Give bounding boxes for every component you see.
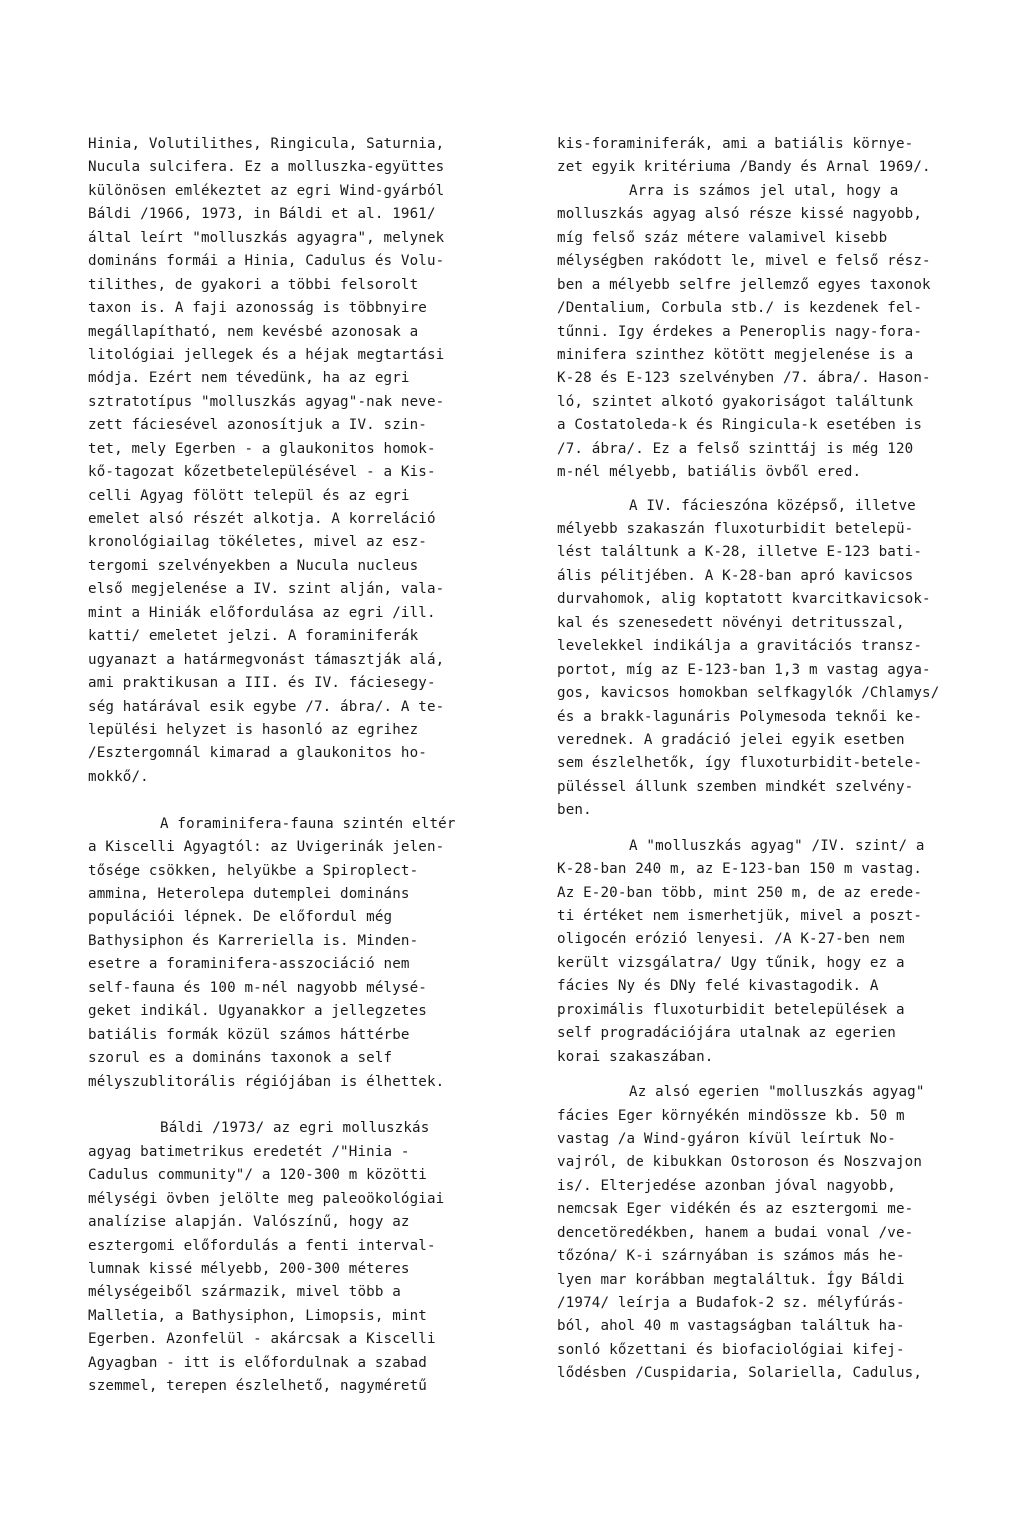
text-line: ugyanazt a határmegvonást támasztják alá, bbox=[88, 651, 445, 668]
text-line: szorul es a domináns taxonok a self bbox=[88, 1050, 393, 1067]
text-line: tűnni. Igy érdekes a Peneroplis nagy-fora- bbox=[557, 323, 923, 340]
text-line: első megjelenése a IV. szint alján, vala- bbox=[88, 581, 445, 598]
text-line: tet, mely Egerben - a glaukonitos homok- bbox=[88, 440, 436, 457]
text-line: Az E-20-ban több, mint 250 m, de az erede- bbox=[557, 884, 923, 901]
text-line: tilithes, de gyakori a többi felsorolt bbox=[88, 276, 419, 293]
text-line: lepülési helyzet is hasonló az egrihez bbox=[88, 721, 419, 738]
text-line: Agyagban - itt is előfordulnak a szabad bbox=[88, 1354, 427, 1371]
text-line: gos, kavicsos homokban selfkagylók /Chlamys/ bbox=[557, 685, 940, 702]
text-line: mélyszublitorális régiójában is élhettek. bbox=[88, 1073, 445, 1090]
paragraph-gap bbox=[88, 1094, 520, 1117]
text-line: Hinia, Volutilithes, Ringicula, Saturnia, bbox=[88, 136, 445, 152]
text-line: kronológiailag tökéletes, mivel az esz- bbox=[88, 534, 427, 551]
text-line: portot, míg az E-123-ban 1,3 m vastag agya- bbox=[557, 661, 931, 678]
text-line: mokkő/. bbox=[88, 768, 149, 785]
text-line: is/. Elterjedése azonban jóval nagyobb, bbox=[557, 1177, 896, 1194]
text-line: K-28-ban 240 m, az E-123-ban 150 m vastag. bbox=[557, 861, 923, 878]
text-line: molluszkás agyag alsó része kissé nagyobb, bbox=[557, 206, 923, 223]
text-line: Báldi /1966, 1973, in Báldi et al. 1961/ bbox=[88, 206, 436, 223]
text-line: lést találtunk a K-28, illetve E-123 bati- bbox=[557, 544, 923, 561]
text-line: esztergomi előfordulás a fenti interval- bbox=[88, 1237, 436, 1254]
text-line: durvahomok, alig koptatott kvarcitkavicsok- bbox=[557, 591, 931, 608]
text-line: Bathysiphon és Karreriella is. Minden- bbox=[88, 932, 419, 949]
text-line: m-nél mélyebb, batiális övből ered. bbox=[557, 464, 862, 481]
text-line: Báldi /1973/ az egri molluszkás bbox=[160, 1120, 430, 1137]
text-line: minifera szinthez kötött megjelenése is a bbox=[557, 346, 914, 363]
text-line: ális pélitjében. A K-28-ban apró kavicsos bbox=[557, 567, 914, 584]
text-line: fácies Eger környékén mindössze kb. 50 m bbox=[557, 1107, 905, 1124]
text-line: emelet alsó részét alkotja. A korreláció bbox=[88, 511, 436, 527]
text-line: került vizsgálatra/ Ugy tűnik, hogy ez a bbox=[557, 954, 905, 971]
text-line: oligocén erózió lenyesi. /A K-27-ben nem bbox=[557, 931, 905, 948]
text-line: ami praktikusan a III. és IV. fáciesegy- bbox=[88, 675, 436, 692]
text-line: Az alsó egerien "molluszkás agyag" bbox=[629, 1084, 925, 1101]
text-line: ból, ahol 40 m vastagságban találtuk ha- bbox=[557, 1318, 905, 1335]
text-line: taxon is. A faji azonosság is többnyire bbox=[88, 300, 427, 317]
text-line: megállapítható, nem kevésbé azonosak a bbox=[88, 323, 419, 340]
left-text-column bbox=[88, 133, 520, 1399]
text-line: ammina, Heterolepa dutemplei domináns bbox=[88, 886, 410, 902]
text-line: /Esztergomnál kimarad a glaukonitos ho- bbox=[88, 745, 427, 762]
text-line: katti/ emeletet jelzi. A foraminiferák bbox=[88, 628, 419, 645]
text-line: ség határával esik egybe /7. ábra/. A te- bbox=[88, 698, 445, 715]
right-text-column bbox=[557, 133, 997, 1386]
text-line: vastag /a Wind-gyáron kívül leírtuk No- bbox=[557, 1130, 896, 1147]
text-line: sem észlelhetők, így fluxoturbidit-betele- bbox=[557, 755, 923, 772]
text-line: mint a Hiniák előfordulása az egri /ill. bbox=[88, 604, 436, 621]
text-line: /Dentalium, Corbula stb./ is kezdenek fel- bbox=[557, 300, 923, 317]
text-line: domináns formái a Hinia, Cadulus és Volu- bbox=[88, 253, 445, 270]
text-line: módja. Ezért nem tévedünk, ha az egri bbox=[88, 370, 410, 387]
text-line: Nucula sulcifera. Ez a molluszka-együttes bbox=[88, 159, 445, 176]
text-line: dencetöredékben, hanem a budai vonal /ve- bbox=[557, 1224, 914, 1241]
text-line: kis-foraminiferák, ami a batiális környe- bbox=[557, 136, 914, 152]
text-line: Cadulus community"/ a 120-300 m közötti bbox=[88, 1167, 427, 1184]
text-line: A "molluszkás agyag" /IV. szint/ a bbox=[629, 837, 925, 854]
text-line: self progradációjára utalnak az egerien bbox=[557, 1025, 896, 1042]
paragraph-gap bbox=[88, 789, 520, 812]
text-line: míg felső száz métere valamivel kisebb bbox=[557, 229, 888, 246]
text-line: verednek. A gradáció jelei egyik esetben bbox=[557, 731, 905, 748]
text-line: lődésben /Cuspidaria, Solariella, Cadulus, bbox=[557, 1365, 923, 1382]
text-line: A IV. fácieszóna középső, illetve bbox=[629, 497, 916, 514]
text-line: Arra is számos jel utal, hogy a bbox=[629, 182, 899, 199]
text-line: mélyebb szakaszán fluxoturbidit betelepü- bbox=[557, 521, 914, 537]
text-line: mélységi övben jelölte meg paleoökológiai bbox=[88, 1190, 445, 1207]
text-line: zett fáciesével azonosítjuk a IV. szin- bbox=[88, 417, 427, 434]
text-line: populációi lépnek. De előfordul még bbox=[88, 909, 393, 926]
text-line: celli Agyag fölött települ és az egri bbox=[88, 487, 410, 504]
text-line: püléssel állunk szemben mindkét szelvény- bbox=[557, 778, 914, 795]
text-line: és a brakk-lagunáris Polymesoda teknői ke- bbox=[557, 708, 923, 725]
text-line: Malletia, a Bathysiphon, Limopsis, mint bbox=[88, 1307, 427, 1324]
text-line: tergomi szelvényekben a Nucula nucleus bbox=[88, 557, 419, 574]
text-line: ti értéket nem ismerhetjük, mivel a poszt- bbox=[557, 908, 923, 924]
text-line: különösen emlékeztet az egri Wind-gyárból bbox=[88, 182, 445, 199]
text-line: a Kiscelli Agyagtól: az Uvigerinák jelen- bbox=[88, 839, 445, 856]
text-line: sztratotípus "molluszkás agyag"-nak neve- bbox=[88, 393, 445, 410]
text-line: kal és szenesedett növényi detritusszal, bbox=[557, 614, 905, 631]
text-line: analízise alapján. Valószínű, hogy az bbox=[88, 1214, 410, 1231]
text-line: /1974/ leírja a Budafok-2 sz. mélyfúrás- bbox=[557, 1295, 905, 1311]
text-line: mélységeiből származik, mivel több a bbox=[88, 1284, 401, 1301]
text-line: zet egyik kritériuma /Bandy és Arnal 1969/. bbox=[557, 159, 931, 176]
text-line: batiális formák közül számos háttérbe bbox=[88, 1026, 410, 1043]
text-line: vajról, de kibukkan Ostoroson és Noszvajon bbox=[557, 1154, 923, 1171]
text-line: ló, szintet alkotó gyakoriságot találtunk bbox=[557, 393, 914, 410]
text-line: fácies Ny és DNy felé kivastagodik. A bbox=[557, 978, 879, 995]
text-line: nemcsak Eger vidékén és az esztergomi me- bbox=[557, 1201, 914, 1218]
text-line: proximális fluxoturbidit betelepülések a bbox=[557, 1001, 905, 1018]
text-line: litológiai jellegek és a héjak megtartási bbox=[88, 346, 445, 363]
text-line: tősége csökken, helyükbe a Spiroplect- bbox=[88, 862, 419, 879]
text-line: self-fauna és 100 m-nél nagyobb mélysé- bbox=[88, 979, 427, 996]
text-line: tőzóna/ K-i szárnyában is számos más he- bbox=[557, 1248, 905, 1265]
text-line: lyen mar korábban megtaláltuk. Így Báldi bbox=[557, 1271, 905, 1288]
text-line: ben. bbox=[557, 802, 592, 819]
text-line: mélységben rakódott le, mivel e felső rész- bbox=[557, 253, 931, 270]
text-line: a Costatoleda-k és Ringicula-k esetében is bbox=[557, 417, 923, 434]
text-line: által leírt "molluszkás agyagra", melynek bbox=[88, 229, 445, 246]
text-line: levelekkel indikálja a gravitációs transz- bbox=[557, 638, 923, 655]
text-line: K-28 és E-123 szelvényben /7. ábra/. Hason- bbox=[557, 370, 931, 387]
text-line: ben a mélyebb selfre jellemző egyes taxonok bbox=[557, 276, 931, 293]
text-line: agyag batimetrikus eredetét /"Hinia - bbox=[88, 1143, 410, 1160]
text-line: kő-tagozat kőzetbetelepülésével - a Kis- bbox=[88, 464, 436, 481]
text-line: Egerben. Azonfelül - akárcsak a Kiscelli bbox=[88, 1331, 436, 1348]
text-line: szemmel, terepen észlelhető, nagyméretű bbox=[88, 1378, 427, 1395]
text-line: A foraminifera-fauna szintén eltér bbox=[160, 815, 456, 832]
text-line: sonló kőzettani és biofaciológiai kifej- bbox=[557, 1341, 905, 1358]
text-line: lumnak kissé mélyebb, 200-300 méteres bbox=[88, 1261, 410, 1277]
text-line: /7. ábra/. Ez a felső szinttáj is még 120 bbox=[557, 440, 914, 457]
text-line: esetre a foraminifera-asszociáció nem bbox=[88, 956, 410, 973]
text-line: korai szakaszában. bbox=[557, 1048, 714, 1065]
text-line: geket indikál. Ugyanakkor a jellegzetes bbox=[88, 1003, 427, 1020]
